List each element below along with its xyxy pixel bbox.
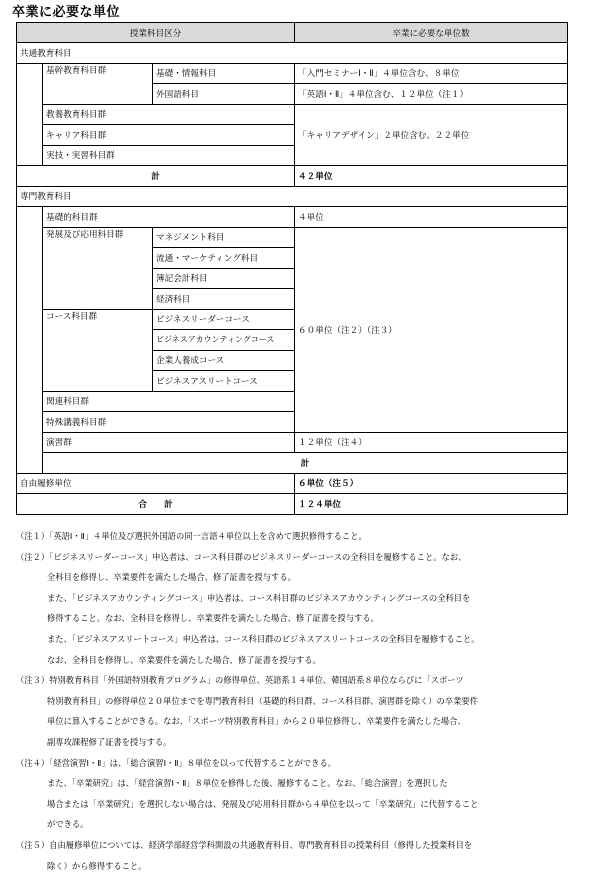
units-kiso: 「入門セミナーⅠ・Ⅱ」４単位含む、８単位 — [295, 63, 568, 84]
table-row — [17, 453, 568, 474]
group-jitsugi: 実技・実習科目群 — [43, 145, 295, 166]
table-row — [17, 473, 568, 494]
note-line: 全科目を修得し、卒業要件を満たした場合、修了証書を授与する。 — [47, 572, 296, 583]
section-jiyu: 自由履修単位 — [17, 473, 295, 494]
table-row — [17, 63, 568, 84]
units-career: 「キャリアデザイン」２単位含む、２２単位 — [295, 104, 568, 166]
note-line: 除く）から修得すること。 — [47, 860, 147, 871]
note-line: 修得すること。なお、全科目を修得し、卒業要件を満たした場合、修了証書を授与する。 — [47, 613, 379, 624]
notes-section — [16, 526, 586, 876]
table-header-row — [17, 23, 568, 43]
note-line: 特別教育科目」の修得単位２０単位までを専門教育科目（基礎的科目群、コース科目群、演習群を除く）の卒業要件 — [47, 695, 479, 706]
table-row — [17, 186, 568, 207]
note-line: （注４）「経営演習Ⅰ・Ⅱ」は、「総合演習Ⅰ・Ⅱ」８単位を以って代替することができる。 — [16, 757, 337, 768]
subject-keizai: 経済科目 — [153, 289, 295, 310]
group-kanren: 関連科目群 — [43, 391, 295, 412]
group-course: コース科目群 — [43, 309, 153, 391]
note-line: また、「ビジネスアスリートコース」申込者は、コース科目群のビジネスアスリートコースの全科目を履修すること。 — [47, 633, 480, 644]
indent-cell — [17, 207, 43, 474]
subject-kiso: 基礎・情報科目 — [153, 63, 295, 84]
course-leader: ビジネスリーダーコース — [153, 309, 295, 330]
section-senmon: 専門教育科目 — [17, 186, 568, 207]
total-label: 合 計 — [17, 494, 295, 515]
table-row — [17, 166, 568, 187]
header-category: 授業科目区分 — [17, 23, 295, 43]
header-units: 卒業に必要な単位数 — [295, 23, 568, 43]
subject-gaikoku: 外国語科目 — [153, 84, 295, 105]
subject-boki: 簿記会計科目 — [153, 268, 295, 289]
group-hatten: 発展及び応用科目群 — [43, 227, 153, 309]
group-career: キャリア科目群 — [43, 125, 295, 146]
units-kisoteki: ４単位 — [295, 207, 568, 228]
note-line: 場合または「卒業研究」を選択しない場合は、発展及び応用科目群から４単位を以って「卒業研究」に代替すること — [47, 798, 479, 809]
table-row — [17, 494, 568, 515]
subtotal-senmon-label: 計 — [43, 453, 568, 474]
note-line: また、「ビジネスアカウンティングコース」申込者は、コース科目群のビジネスアカウンティングコースの全科目を — [47, 592, 471, 603]
units-jiyu: ６単位（注５） — [295, 473, 568, 494]
section-common: 共通教育科目 — [17, 43, 568, 64]
note-line: また、「卒業研究」は、「経営演習Ⅰ・Ⅱ」８単位を修得した後、履修すること。なお、「総合演習」を選択した — [47, 778, 448, 789]
note-line: （注５）自由履修単位については、経済学部経営学科開設の共通教育科目、専門教育科目の授業科目（修得した授業科目を — [16, 839, 473, 850]
units-enshu: １２単位（注４） — [295, 432, 568, 453]
note-line: 単位に算入することができる。なお、「スポーツ特別教育科目」から２０単位修得し、卒業要件を満たした場合、 — [47, 716, 466, 727]
group-kyoyo: 教養教育科目群 — [43, 104, 295, 125]
graduation-units-table — [16, 22, 568, 515]
note-line: （注２）「ビジネスリーダーコース」申込者は、コース科目群のビジネスリーダーコースの全科目を履修すること。なお、 — [16, 551, 467, 562]
group-kikan: 基幹教育科目群 — [43, 63, 153, 104]
note-line: （注３）特別教育科目「外国語特別教育プログラム」の修得単位、英語系１４単位、韓国語系８単位ならびに「スポーツ — [16, 675, 464, 686]
subtotal-common-label: 計 — [17, 166, 295, 187]
table-row — [17, 207, 568, 228]
indent-cell — [17, 63, 43, 166]
course-accounting: ビジネスアカウンティングコース — [153, 330, 295, 351]
subtotal-common-value: ４２単位 — [295, 166, 568, 187]
page-title: 卒業に必要な単位 — [12, 5, 121, 20]
note-line: （注１）「英語Ⅰ・Ⅱ」４単位及び選択外国語の同一言語４単位以上を含めて選択修得すること。 — [16, 531, 367, 541]
note-line: ができる。 — [47, 819, 89, 830]
table-row — [17, 432, 568, 453]
units-gaikoku: 「英語Ⅰ・Ⅱ」４単位含む、１２単位（注１） — [295, 84, 568, 105]
subject-management: マネジメント科目 — [153, 227, 295, 248]
units-senmon-groups: ６０単位（注２）（注３） — [295, 227, 568, 432]
course-kigyojin: 企業人養成コース — [153, 350, 295, 371]
group-enshu: 演習群 — [43, 432, 295, 453]
table-row — [17, 104, 568, 125]
group-tokushu: 特殊講義科目群 — [43, 412, 295, 433]
total-value: １２４単位 — [295, 494, 568, 515]
note-line: 副専攻課程修了証書を授与する。 — [47, 736, 172, 747]
note-line: なお、全科目を修得し、卒業要件を満たした場合、修了証書を授与する。 — [47, 654, 321, 665]
table-row — [17, 43, 568, 64]
table-row — [17, 227, 568, 248]
subject-marketing: 流通・マーケティング科目 — [153, 248, 295, 269]
course-athlete: ビジネスアスリートコース — [153, 371, 295, 392]
group-kisoteki: 基礎的科目群 — [43, 207, 295, 228]
